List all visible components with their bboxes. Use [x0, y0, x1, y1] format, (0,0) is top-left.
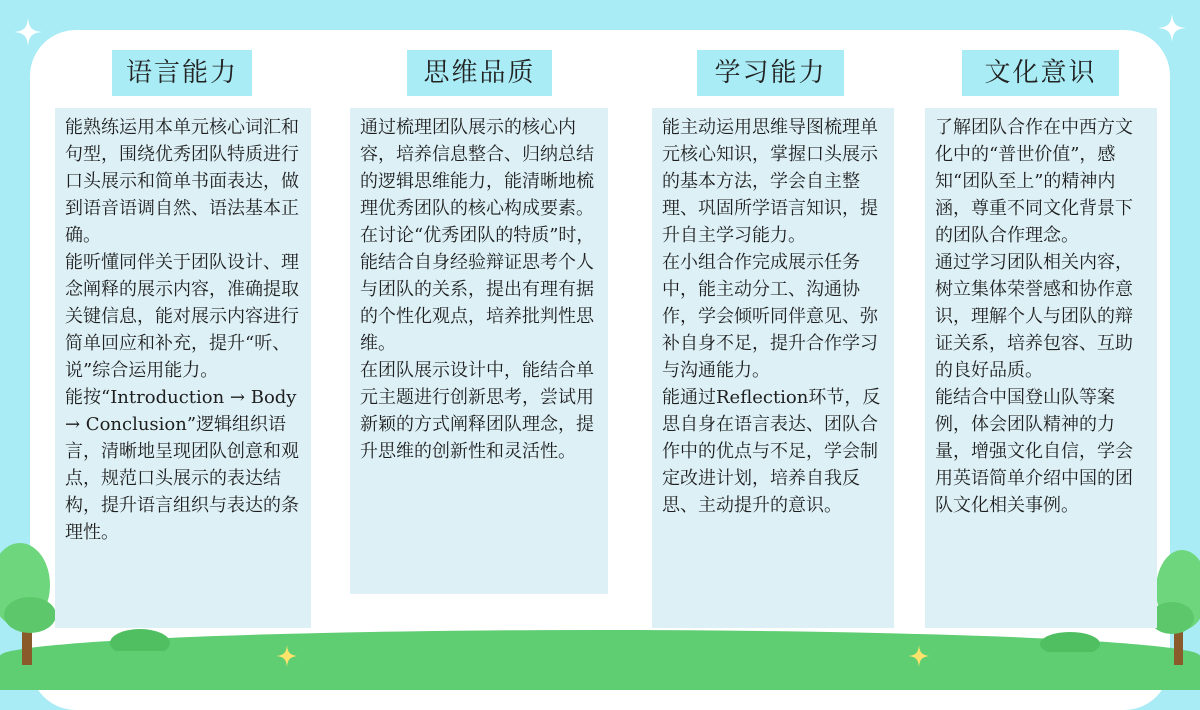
card-paragraph: 能通过Reflection环节，反思自身在语言表达、团队合作中的优点与不足，学会制定改进计划，培养自我反思、主动提升的意识。	[662, 387, 881, 516]
tree-right-icon	[1150, 540, 1200, 665]
sparkle-icon	[1158, 14, 1186, 42]
column-card	[55, 108, 311, 628]
card-paragraph: 在团队展示设计中，能结合单元主题进行创新思考，尝试用新颖的方式阐释团队理念，提升思维的创新性和灵活性。	[360, 360, 594, 462]
column-title: 学习能力	[697, 50, 844, 96]
card-paragraph: 通过梳理团队展示的核心内容，培养信息整合、归纳总结的逻辑思维能力，能清晰地梳理优秀团队的核心构成要素。	[360, 117, 594, 219]
card-paragraph: 能熟练运用本单元核心词汇和句型，围绕优秀团队特质进行口头展示和简单书面表达，做到语音语调自然、语法基本正确。	[65, 117, 299, 246]
tree-left-icon	[0, 535, 60, 665]
card-paragraph: 能结合中国登山队等案例，体会团队精神的力量，增强文化自信，学会用英语简单介绍中国的团队文化相关事例。	[935, 387, 1133, 516]
grass-ground	[0, 630, 1200, 690]
bush-icon	[1040, 628, 1100, 652]
column-title: 文化意识	[962, 50, 1119, 96]
column-title: 思维品质	[407, 50, 552, 96]
card-paragraph: 在讨论“优秀团队的特质”时，能结合自身经验辩证思考个人与团队的关系，提出有理有据的个性化观点，培养批判性思维。	[360, 225, 595, 354]
card-paragraph: 在小组合作完成展示任务中，能主动分工、沟通协作，学会倾听同伴意见、弥补自身不足，提升合作学习与沟通能力。	[662, 252, 878, 381]
bush-icon	[110, 625, 170, 651]
card-paragraph: 通过学习团队相关内容，树立集体荣誉感和协作意识，理解个人与团队的辩证关系，培养包容、互助的良好品质。	[935, 252, 1133, 381]
column-card	[925, 108, 1157, 628]
card-paragraph: 能按“Introduction → Body → Conclusion”逻辑组织语言，清晰地呈现团队创意和观点，规范口头展示的表达结构，提升语言组织与表达的条理性。	[65, 387, 299, 543]
card-paragraph: 能主动运用思维导图梳理单元核心知识，掌握口头展示的基本方法，学会自主整理、巩固所学语言知识，提升自主学习能力。	[662, 117, 878, 246]
column-card	[350, 108, 608, 594]
star-icon	[276, 645, 298, 667]
sparkle-icon	[14, 18, 42, 46]
card-paragraph: 了解团队合作在中西方文化中的“普世价值”，感知“团队至上”的精神内涵，尊重不同文化背景下的团队合作理念。	[935, 117, 1133, 246]
star-icon	[908, 645, 930, 667]
column-card	[652, 108, 894, 628]
column-title: 语言能力	[112, 50, 252, 96]
card-paragraph: 能听懂同伴关于团队设计、理念阐释的展示内容，准确提取关键信息，能对展示内容进行简单回应和补充，提升“听、说”综合运用能力。	[65, 252, 299, 381]
